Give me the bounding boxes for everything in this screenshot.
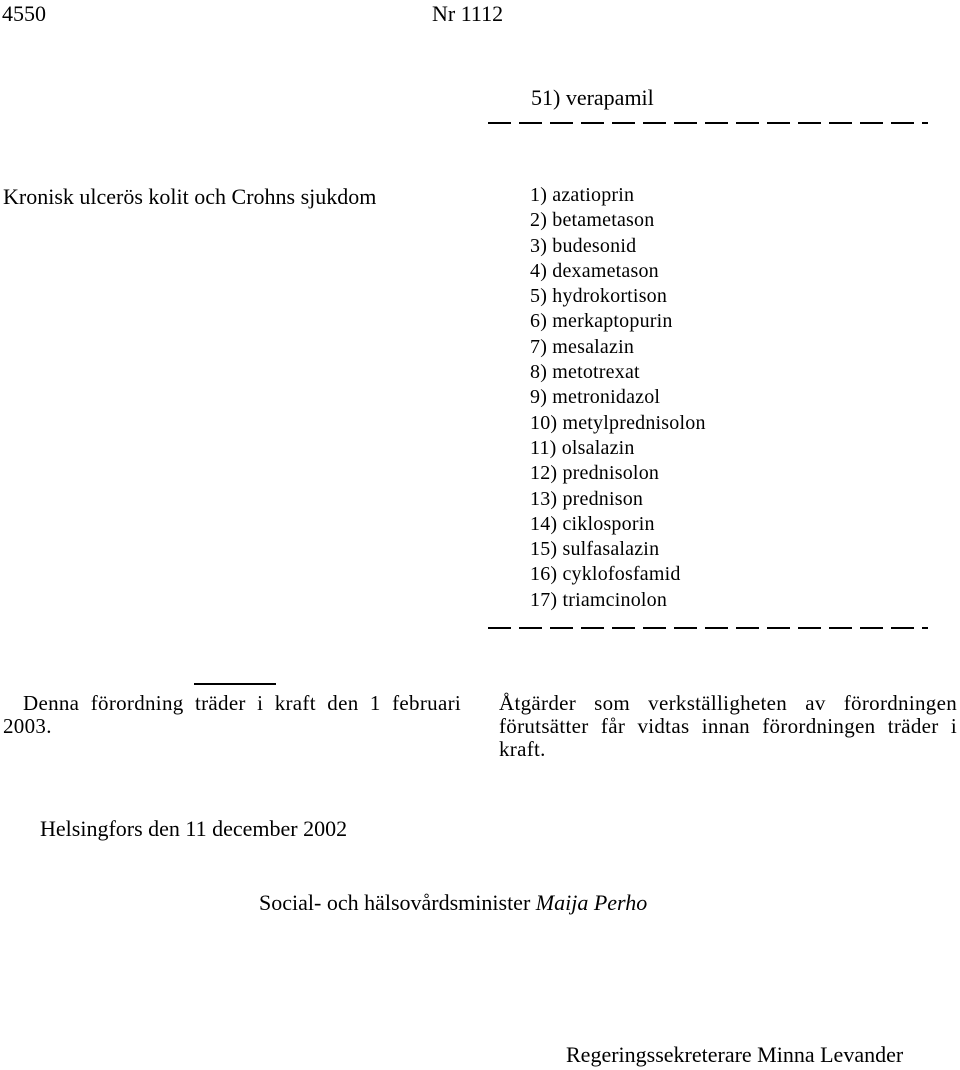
list-item: 15) sulfasalazin (530, 538, 660, 561)
list-item-verapamil: 51) verapamil (531, 85, 654, 110)
right-paragraph (499, 692, 957, 761)
list-item: 16) cyklofosfamid (530, 563, 681, 586)
list-item: 13) prednison (530, 487, 644, 510)
page-number: 4550 (2, 1, 46, 26)
minister-signature (259, 889, 647, 917)
list-item: 3) budesonid (530, 234, 637, 257)
left-paragraph (3, 692, 461, 738)
list-item: 6) merkaptopurin (530, 310, 673, 333)
issue-number: Nr 1112 (432, 1, 504, 26)
list-item: 12) prednisolon (530, 462, 660, 485)
list-item: 1) azatioprin (530, 184, 635, 206)
list-item: 4) dexametason (530, 259, 659, 282)
list-item: 7) mesalazin (530, 335, 635, 358)
medicine-list (530, 183, 706, 613)
minister-title: Social- och hälsovårdsminister (259, 890, 531, 915)
minister-name: Maija Perho (535, 890, 648, 915)
place-date: Helsingfors den 11 december 2002 (40, 816, 348, 841)
entry-into-force-text: Denna förordning träder i kraft den 1 februari 2003. (3, 691, 461, 738)
list-item: 2) betametason (530, 209, 655, 232)
list-item: 10) metylprednisolon (530, 411, 706, 434)
measures-text: Åtgärder som verkställigheten av förordningen förutsätter får vidtas innan förordningen träder i kraft. (499, 691, 957, 761)
list-item: 9) metronidazol (530, 386, 661, 409)
list-item: 11) olsalazin (530, 436, 635, 459)
section-rule (194, 683, 276, 685)
dashed-separator-top (488, 122, 928, 124)
list-item: 8) metotrexat (530, 361, 640, 384)
list-item: 5) hydrokortison (530, 285, 668, 308)
dashed-separator-bottom (488, 627, 928, 629)
list-item: 14) ciklosporin (530, 512, 655, 535)
list-item: 17) triamcinolon (530, 588, 668, 611)
disease-heading: Kronisk ulcerös kolit och Crohns sjukdom (3, 184, 377, 209)
secretary-signature: Regeringssekreterare Minna Levander (566, 1042, 904, 1067)
